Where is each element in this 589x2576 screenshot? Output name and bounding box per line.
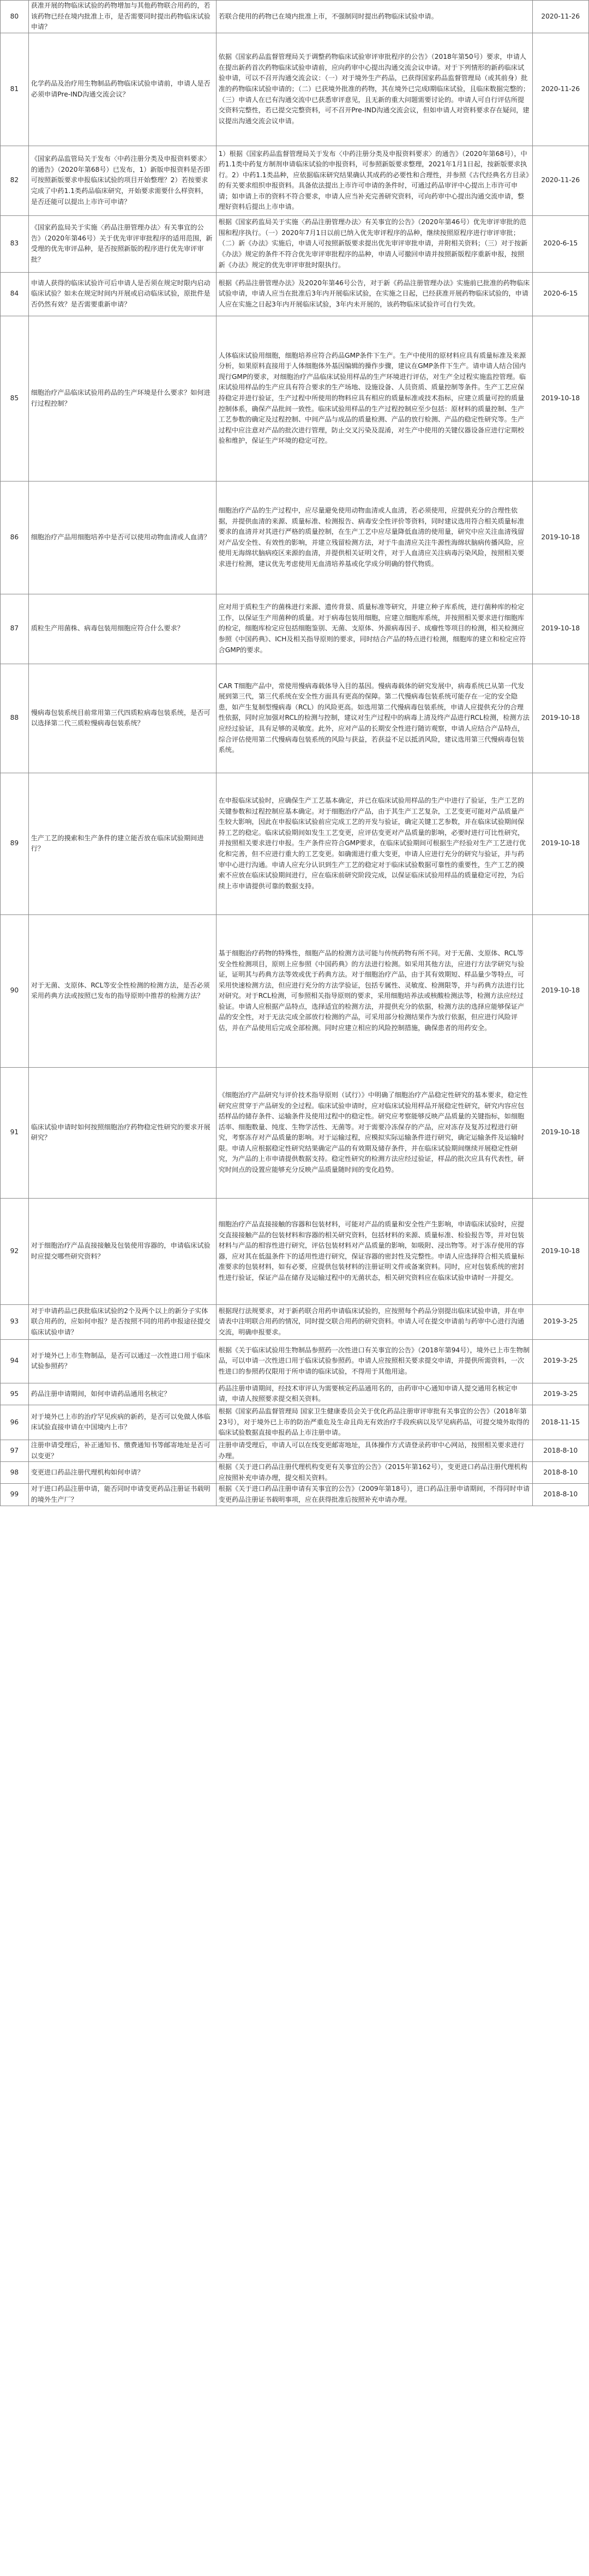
question-cell (28, 1440, 216, 1461)
answer-text: 基于细胞治疗药物的特殊性，细胞产品的检测方法可能与传统药物有所不同。对于无菌、支原体、RCL等安全性检测项目，原则上应参照《中国药典》的方法进行检测。如采用其他方法，应进行方法学研究与验证，证明其与药典方法等效或优于药典方法。对于细胞治疗产品，由于其有效期短、样品量少等特点，可采用快速检测方法，但应进行充分的方法学验证，包括专属性、灵敏度、检测限等，并与药典方法进行比对研究。对于RCL检测，可参照相关指导原则的要求，采用细胞培养法或核酸检测法等，检测方法应经过验证。申请人应根据产品特点，选择适宜的检测方法，并提供充分的依据，检测方法的选择应能够保证产品的安全性，对于无法完成全部放行检测的产品，可采用部分检测结果作为放行依据，但应进行风险评估，并在产品使用后完成全部检测。同时应建立相应的风险控制措施，确保患者的用药安全。 (218, 949, 525, 1032)
answer-cell (216, 664, 532, 773)
question-text: 慢病毒包装系统目前常用第三代四质粒病毒包装系统，是否可以选择第二代三质粒慢病毒包装系统？ (31, 708, 211, 727)
answer-cell (216, 272, 532, 316)
answer-text: 应对用于质粒生产的菌株进行来源、遗传背景、质量标准等研究，并建立种子库系统，进行菌种库的检定工作，以保证生产用菌种的质量。对于病毒包装用细胞，应建立细胞库系统，并按照相关要求进行细胞库的检定，细胞库检定应包括细胞鉴别、无菌、支原体、外源病毒因子、成瘤性等项目的检测，相关检测应参照《中国药典》、ICH及相关指导原则的要求，同时结合产品的特点进行检测，细胞库的建立和检定应符合GMP的要求。 (218, 603, 526, 654)
row-number-cell (1, 914, 29, 1067)
date-cell (532, 215, 588, 272)
date-cell (532, 594, 588, 664)
table-row (1, 316, 589, 481)
answer-text: 根据现行法规要求，对于新药联合用药申请临床试验的，应按照每个药品分别提出临床试验申请，并在申请表中注明联合用药的情况，同时提交联合用药的研究资料。申请人可在提交申请前与药审中心进行沟通交流，明确申报要求。 (218, 1307, 525, 1337)
row-number-text: 94 (10, 1357, 19, 1365)
date-cell (532, 1339, 588, 1383)
date-text: 2019-10-18 (541, 1128, 580, 1136)
date-cell (532, 1462, 588, 1484)
answer-cell (216, 33, 532, 146)
date-text: 2019-3-25 (543, 1357, 578, 1365)
row-number-cell (1, 1339, 29, 1383)
answer-text: 细胞治疗产品的生产过程中，应尽量避免使用动物血清或人血清，若必须使用，应提供充分的合理性依据，并提供血清的来源、质量标准、检测报告、病毒安全性评价等资料，同时建议选用符合相关质量标准要求的血清并对其进行严格的质量控制，在生产工艺中应尽量降低血清的使用量，研究中应关注血清残留对产品安全性、有效性的影响，并建立残留检测方法，对于牛血清应关注牛源性海绵状脑病传播风险，应使用无海绵状脑病疫区来源的血清，并提供相关证明文件，对于人血清应关注病毒污染风险，按照相关要求进行检测，建议优先考虑使用无血清培养基或化学成分明确的替代物质。 (218, 507, 525, 568)
table-row (1, 33, 589, 146)
row-number-text: 90 (10, 986, 19, 995)
row-number-cell (1, 1484, 29, 1506)
table-row (1, 1440, 589, 1461)
date-cell (532, 1383, 588, 1405)
date-text: 2019-3-25 (543, 1317, 578, 1326)
row-number-cell (1, 773, 29, 914)
table-row (1, 664, 589, 773)
row-number-cell (1, 1067, 29, 1198)
answer-text: 在申报临床试验时，应确保生产工艺基本确定，并已在临床试验用样品的生产中进行了验证，生产工艺的关键参数和过程控制应基本确定。对于细胞治疗产品，由于其生产工艺复杂，工艺变更可能对产品质量产生较大影响，因此在申报临床试验前应完成工艺的开发与验证，确定关键工艺参数，并在临床试验期间保持工艺的稳定。临床试验期间如发生工艺变更，应评估变更对产品质量的影响，必要时进行可比性研究，并按照相关要求进行申报。生产条件应符合GMP要求，在临床试验期间可根据生产经验对生产工艺进行优化和完善，但不应进行重大的工艺变更。如确需进行重大变更，申请人应进行充分的研究与验证，并与药审中心进行沟通。申请人应充分认识到生产工艺的稳定对于临床试验数据可靠性的重要性，生产工艺的摸索不应放在临床试验期间进行，应在临床前研究阶段完成，以保证临床试验用样品的质量稳定可控，为后续上市申请提供可靠的数据支持。 (218, 797, 526, 890)
date-cell (532, 33, 588, 146)
table-row (1, 1484, 589, 1506)
date-cell (532, 1440, 588, 1461)
answer-text: 依据《国家药品监督管理局关于调整药物临床试验审评审批程序的公告》（2018年第50号）要求，申请人在提出新药首次药物临床试验申请前，应向药审中心提出沟通交流会议申请。对于下列情形的新药临床试验申请，可以不召开沟通交流会议：（一）对于境外生产药品，已获得国家药品监督管理局（或其前身）批准的药物临床试验申请的；（二）已获境外批准的药物，其在境外已完成I期临床试验，且临床数据完整的；（三）申请人在已有沟通交流中已获悉审评意见，且无新的重大问题需要讨论的。申请人可自行评估所提交资料完整性，若已提交完整资料，可不召开Pre-IND沟通交流会议，但如申请人对资料要求存在疑问，建议提出沟通交流会议申请。 (218, 53, 530, 125)
row-number-text: 91 (10, 1128, 19, 1136)
row-number-cell (1, 316, 29, 481)
date-text: 2019-10-18 (541, 986, 580, 995)
table-row (1, 914, 589, 1067)
date-text: 2020-11-26 (541, 12, 580, 20)
date-cell (532, 146, 588, 215)
faq-table-body (1, 1, 589, 1506)
question-text: 获准开展的物临床试验的药物增加与其他药物联合用药的，若该药物已经在境内批准上市，是否需要同时提出药物临床试验申请？ (31, 2, 211, 31)
row-number-text: 88 (10, 714, 19, 722)
question-cell (28, 146, 216, 215)
date-text: 2018-8-10 (543, 1446, 578, 1454)
question-cell (28, 1405, 216, 1440)
question-cell (28, 1339, 216, 1383)
row-number-text: 98 (10, 1468, 19, 1476)
question-text: 申请人获得的临床试验许可后申请人是否须在规定时限内启动临床试验？如未在规定时间内开展或启动临床试验，原批件是否仍然有效？是否需要重新申请？ (31, 279, 211, 309)
question-cell (28, 33, 216, 146)
table-row (1, 215, 589, 272)
row-number-cell (1, 1198, 29, 1304)
answer-cell (216, 215, 532, 272)
answer-text: 根据《国家药监局关于实施〈药品注册管理办法〉有关事宜的公告》（2020年第46号）优先审评审批的范围和程序执行。（一）2020年7月1日以前已纳入优先审评程序的品种，继续按照原程序进行审评审批；（二）新《办法》实施后，申请人可按照新版要求提出优先审评审批申请，并附相关资料；（三）对于按新《办法》规定的条件不符合优先审评审批程序的品种，申请人可撤回申请并按照新版程序重新申报，按照新《办法》规定的优先审评审批时限执行。 (218, 218, 528, 269)
question-text: 对于进口药品注册申请，能否同时申请变更药品注册证书载明的境外生产厂？ (31, 1485, 211, 1503)
row-number-cell (1, 1440, 29, 1461)
row-number-text: 83 (10, 239, 19, 248)
row-number-text: 87 (10, 624, 19, 633)
question-cell (28, 1198, 216, 1304)
date-text: 2020-11-26 (541, 85, 580, 93)
table-row (1, 1339, 589, 1383)
question-text: 对于细胞治疗产品直接接触及包装使用容器的，申请临床试验时应提交哪些研究资料？ (31, 1242, 211, 1260)
question-text: 对于境外已上市的治疗罕见疾病的新药，是否可以免做人体临床试验直接申请在中国境内上市？ (31, 1412, 211, 1431)
table-row (1, 1462, 589, 1484)
answer-cell (216, 481, 532, 594)
table-row (1, 1198, 589, 1304)
row-number-cell (1, 1383, 29, 1405)
answer-cell (216, 1, 532, 33)
question-cell (28, 1383, 216, 1405)
date-cell (532, 1484, 588, 1506)
date-cell (532, 316, 588, 481)
question-cell (28, 1484, 216, 1506)
question-cell (28, 316, 216, 481)
answer-cell (216, 1484, 532, 1506)
answer-cell (216, 1067, 532, 1198)
date-text: 2020-11-26 (541, 176, 580, 184)
question-cell (28, 1304, 216, 1339)
row-number-text: 96 (10, 1418, 19, 1426)
question-text: 对于无菌、支原体、RCL等安全性检测的检测方法，是否必须采用药典方法或按照已发布的指导原则中推荐的检测方法？ (31, 981, 210, 1000)
answer-cell (216, 1304, 532, 1339)
date-cell (532, 1198, 588, 1304)
row-number-text: 80 (10, 12, 19, 20)
answer-cell (216, 1405, 532, 1440)
answer-cell (216, 1440, 532, 1461)
row-number-cell (1, 1, 29, 33)
date-text: 2019-10-18 (541, 839, 580, 847)
question-text: 对于境外已上市生物制品，是否可以通过一次性进口用于临床试验参照药？ (31, 1351, 211, 1370)
table-row (1, 1383, 589, 1405)
date-text: 2018-11-15 (541, 1418, 580, 1426)
date-text: 2019-10-18 (541, 533, 580, 541)
answer-cell (216, 146, 532, 215)
table-row (1, 1067, 589, 1198)
answer-cell (216, 773, 532, 914)
question-cell (28, 664, 216, 773)
answer-cell (216, 914, 532, 1067)
answer-text: 根据《关于进口药品注册申请有关事宜的公告》（2009年第18号），进口药品注册申请期间，不得同时申请变更药品注册证书载明事项，应在获得批准后按照补充申请办理。 (218, 1485, 530, 1503)
question-cell (28, 1462, 216, 1484)
row-number-cell (1, 1405, 29, 1440)
date-text: 2019-10-18 (541, 714, 580, 722)
question-cell (28, 594, 216, 664)
table-row (1, 146, 589, 215)
table-row (1, 1, 589, 33)
answer-text: 根据《药品注册管理办法》及2020年第46号公告，对于新《药品注册管理办法》实施前已批准的药物临床试验申请，申请人应当在批准后3年内开展临床试验，在实施之日起，已经获准开展药物临床试验的，申请人应在实施之日起3年内开展临床试验，3年内未开展的，该药物临床试验许可自行失效。 (218, 279, 530, 309)
row-number-cell (1, 1304, 29, 1339)
question-text: 注册申请受理后，补正通知书、缴费通知书等邮寄地址是否可以变更？ (31, 1441, 211, 1460)
question-text: 变更进口药品注册代理机构如何申请？ (31, 1468, 144, 1476)
row-number-text: 82 (10, 176, 19, 184)
row-number-text: 81 (10, 85, 19, 93)
date-text: 2020-6-15 (543, 290, 578, 298)
question-cell (28, 914, 216, 1067)
date-cell (532, 1304, 588, 1339)
row-number-text: 92 (10, 1247, 19, 1255)
row-number-cell (1, 33, 29, 146)
answer-text: 1）根据《国家药品监督管理局关于发布〈中药注册分类及申报资料要求〉的通告》（2020年第68号），中药1.1类中药复方制剂申请临床试验的申报资料，可参照新版要求整理，2021年1月1日起，按新版要求执行。2）中药1.1类品种，应依据临床研究结果确认其成药的必要性和合理性，并参照《古代经典名方目录》的有关要求组织申报资料。具备依法提出上市许可申请的条件时，可通过药品审评中心提出上市许可申请；如申请上市的资料不符合要求，申请人应当补充完善研究资料，可向药审中心提出沟通交流申请，整理好资料后提出上市申请。 (218, 149, 530, 211)
question-text: 《国家药品监管局关于发布〈中药注册分类及申报资料要求〉的通告》（2020年第68号）已发布，1）新版申报资料是否即可按照新版要求申报临床试验的项目开始整理？2）若按要求完成了中药1.1类药品临床研究，开始要求需要什么样资料，是否还能可以提出上市许可申请？ (31, 155, 211, 206)
question-text: 生产工艺的摸索和生产条件的建立能否放在临床试验期间进行？ (31, 834, 204, 853)
row-number-text: 97 (10, 1446, 19, 1454)
date-text: 2019-10-18 (541, 394, 580, 402)
row-number-cell (1, 594, 29, 664)
date-cell (532, 272, 588, 316)
question-text: 药品注册申请期间，如何申请药品通用名核定？ (31, 1389, 171, 1398)
question-cell (28, 773, 216, 914)
answer-cell (216, 316, 532, 481)
row-number-text: 84 (10, 290, 19, 298)
answer-text: 根据《国家药品监督管理局 国家卫生健康委员会关于优化药品注册审评审批有关事宜的公告》（2018年第23号），对于境外已上市的防治严重危及生命且尚无有效治疗手段疾病以及罕见病药品，可提交境外取得的临床试验数据直接申报药品上市注册申请。 (218, 1407, 530, 1437)
answer-text: 注册申请受理后，申请人可以在线变更邮寄地址，具体操作方式请登录药审中心网站，按照相关要求进行办理。 (218, 1441, 525, 1460)
answer-text: 人体临床试验用细胞，细胞培养应符合药品GMP条件下生产。生产中使用的原材料应具有质量标准及来源分析，如果原料直接用于人体细胞体外基因编辑的操作步骤，建议在GMP条件下生产。请申请人结合国内现行GMP的要求，对细胞治疗产品临床试验用样品的生产环境进行评估，对生产全过程实施监控管理。临床试验用样品的生产应具有符合要求的生产场地、设施设备、人员资质、质量控制等条件。生产工艺应保持稳定并进行验证，生产过程中所使用的物料应具有相应的质量标准或技术指标，应建立质量可控的质量控制体系，确保产品批间一致性。临床试验用样品的生产过程控制应至少包括：原材料的质量控制、生产工艺参数的确定及过程控制、中间产品与成品的质量检测、产品的放行检测、产品的稳定性研究等。生产过程中应注意对产品的批次进行管理，防止交叉污染及混淆，对生产中使用的关键仪器设备应进行定期校验和维护，保证生产环境的稳定可控。 (218, 351, 526, 445)
table-row (1, 1405, 589, 1440)
table-row (1, 594, 589, 664)
date-cell (532, 1067, 588, 1198)
question-cell (28, 272, 216, 316)
answer-text: 根据《关于进口药品注册代理机构变更有关事宜的公告》（2015年第162号），变更进口药品注册代理机构应按照补充申请办理，提交相关资料。 (218, 1463, 527, 1482)
row-number-text: 89 (10, 839, 19, 847)
date-text: 2019-10-18 (541, 1247, 580, 1255)
date-text: 2019-3-25 (543, 1389, 578, 1398)
table-row (1, 481, 589, 594)
row-number-cell (1, 1462, 29, 1484)
answer-text: 根据《关于临床试验用生物制品参照药一次性进口有关事宜的公告》（2018年第94号），境外已上市生物制品，可以申请一次性进口用于临床试验参照药。申请人应按照相关要求提交申请，并提供所需资料，一次性进口的参照药仅限用于所申请的临床试验，不得用于其他用途。 (218, 1346, 530, 1376)
row-number-text: 95 (10, 1389, 19, 1398)
row-number-cell (1, 481, 29, 594)
row-number-text: 86 (10, 533, 19, 541)
row-number-text: 85 (10, 394, 19, 402)
question-text: 质粒生产用菌株、病毒包装用细胞应符合什么要求？ (31, 624, 184, 633)
question-cell (28, 1, 216, 33)
question-cell (28, 1067, 216, 1198)
answer-text: CAR T细胞产品中，常使用慢病毒载体导入目的基因。慢病毒载体的研究发展中，病毒系统已从第一代发展到第三代，第三代系统在安全性方面具有更高的保障。第二代慢病毒包装系统可能存在一定的安全隐患，如产生复制型慢病毒（RCL）的风险更高。如选用第二代慢病毒包装系统，申请人应提供充分的合理性依据，同时应加强对RCL的检测与控制，建议对生产过程中的病毒上清及终产品进行RCL检测，检测方法应经过验证，具有足够的灵敏度。此外，应对产品的长期安全性进行随访观察，申请人应结合产品特点，综合评估使用第二代慢病毒包装系统的风险与获益，若获益不足以抵消风险，建议选用第三代慢病毒包装系统。 (218, 682, 530, 754)
answer-text: 细胞治疗产品直接接触的容器和包装材料，可能对产品的质量和安全性产生影响，申请临床试验时，应提交直接接触产品的包装材料和容器的相关研究资料，包括材料的来源、质量标准、检验报告等，并对包装材料与产品的相容性进行研究，评估包装材料对产品质量的影响，如吸附、浸出物等。对于冻存使用的容器，应对其在低温条件下的适用性进行研究，保证容器的密封性及完整性。申请人应选择符合相关质量标准要求的包装材料，如有必要，应提供包装材料的注册证明文件或备案资料。同时，应对包装系统的密封性进行验证，保证产品在储存及运输过程中的无菌状态，相关研究资料应在临床试验申请时一并提交。 (218, 1220, 525, 1281)
date-text: 2019-10-18 (541, 624, 580, 633)
row-number-cell (1, 215, 29, 272)
answer-cell (216, 594, 532, 664)
table-row (1, 1304, 589, 1339)
question-text: 对于申请药品已获批临床试验的2个及两个以上的新分子实体联合用药的，应如何申报？是否按照不同的用药申报途径提交临床试验申请？ (31, 1307, 211, 1337)
row-number-cell (1, 272, 29, 316)
date-cell (532, 481, 588, 594)
answer-cell (216, 1462, 532, 1484)
table-row (1, 272, 589, 316)
date-cell (532, 1, 588, 33)
row-number-cell (1, 664, 29, 773)
table-row (1, 773, 589, 914)
answer-cell (216, 1383, 532, 1405)
answer-cell (216, 1339, 532, 1383)
answer-text: 若联合使用的药物已在境内批准上市，不强制同时提出药物临床试验申请。 (218, 12, 438, 20)
date-cell (532, 914, 588, 1067)
date-cell (532, 773, 588, 914)
question-cell (28, 481, 216, 594)
question-text: 细胞治疗产品用细胞培养中是否可以使用动物血清或人血清？ (31, 533, 211, 541)
date-text: 2020-6-15 (543, 239, 578, 248)
answer-text: 《细胞治疗产品研究与评价技术指导原则（试行）》中明确了细胞治疗产品稳定性研究的基本要求，稳定性研究应贯穿于产品研发的全过程。临床试验申请时，应对临床试验用样品开展稳定性研究，研究内容应包括样品的储存条件、运输条件及使用过程中的稳定性。研究应考察能够反映产品质量的关键指标，如细胞活率、细胞数量、纯度、生物学活性、无菌等。对于需要冷冻保存的产品，应对冻存及复苏过程进行研究，考察冻存对产品质量的影响。对于运输过程，应模拟实际运输条件进行研究，确定运输条件及运输时限。申请人应根据稳定性研究结果确定产品的有效期及储存条件，并在临床试验期间继续开展稳定性研究，为产品的上市申请提供数据支持。稳定性研究的检测方法应经过验证，样品的批次应具有代表性，研究时间点的设置应能够充分反映产品质量随时间的变化趋势。 (218, 1091, 528, 1174)
question-cell (28, 215, 216, 272)
row-number-text: 99 (10, 1490, 19, 1498)
row-number-cell (1, 146, 29, 215)
date-cell (532, 664, 588, 773)
date-text: 2018-8-10 (543, 1490, 578, 1498)
question-text: 化学药品及治疗用生物制品药物临床试验申请前，申请人是否必须申请Pre-IND沟通交流会议？ (31, 80, 211, 98)
question-text: 细胞治疗产品临床试验用药品的生产环境是什么要求？如何进行过程控制？ (31, 389, 211, 407)
answer-cell (216, 1198, 532, 1304)
question-text: 临床试验申请时如何按照细胞治疗药物稳定性研究的要求开展研究？ (31, 1123, 211, 1142)
row-number-text: 93 (10, 1317, 19, 1326)
answer-text: 药品注册申请期间，经技术审评认为需要核定药品通用名的，由药审中心通知申请人提交通用名核定申请，申请人按照要求提交相关资料。 (218, 1384, 518, 1403)
question-text: 《国家药监局关于实施〈药品注册管理办法〉有关事宜的公告》（2020年第46号）关于优先审评审批程序的适用范围，新受理的优先审评品种，是否按照新版的程序进行优先审评审批？ (31, 224, 213, 263)
date-cell (532, 1405, 588, 1440)
date-text: 2018-8-10 (543, 1468, 578, 1476)
